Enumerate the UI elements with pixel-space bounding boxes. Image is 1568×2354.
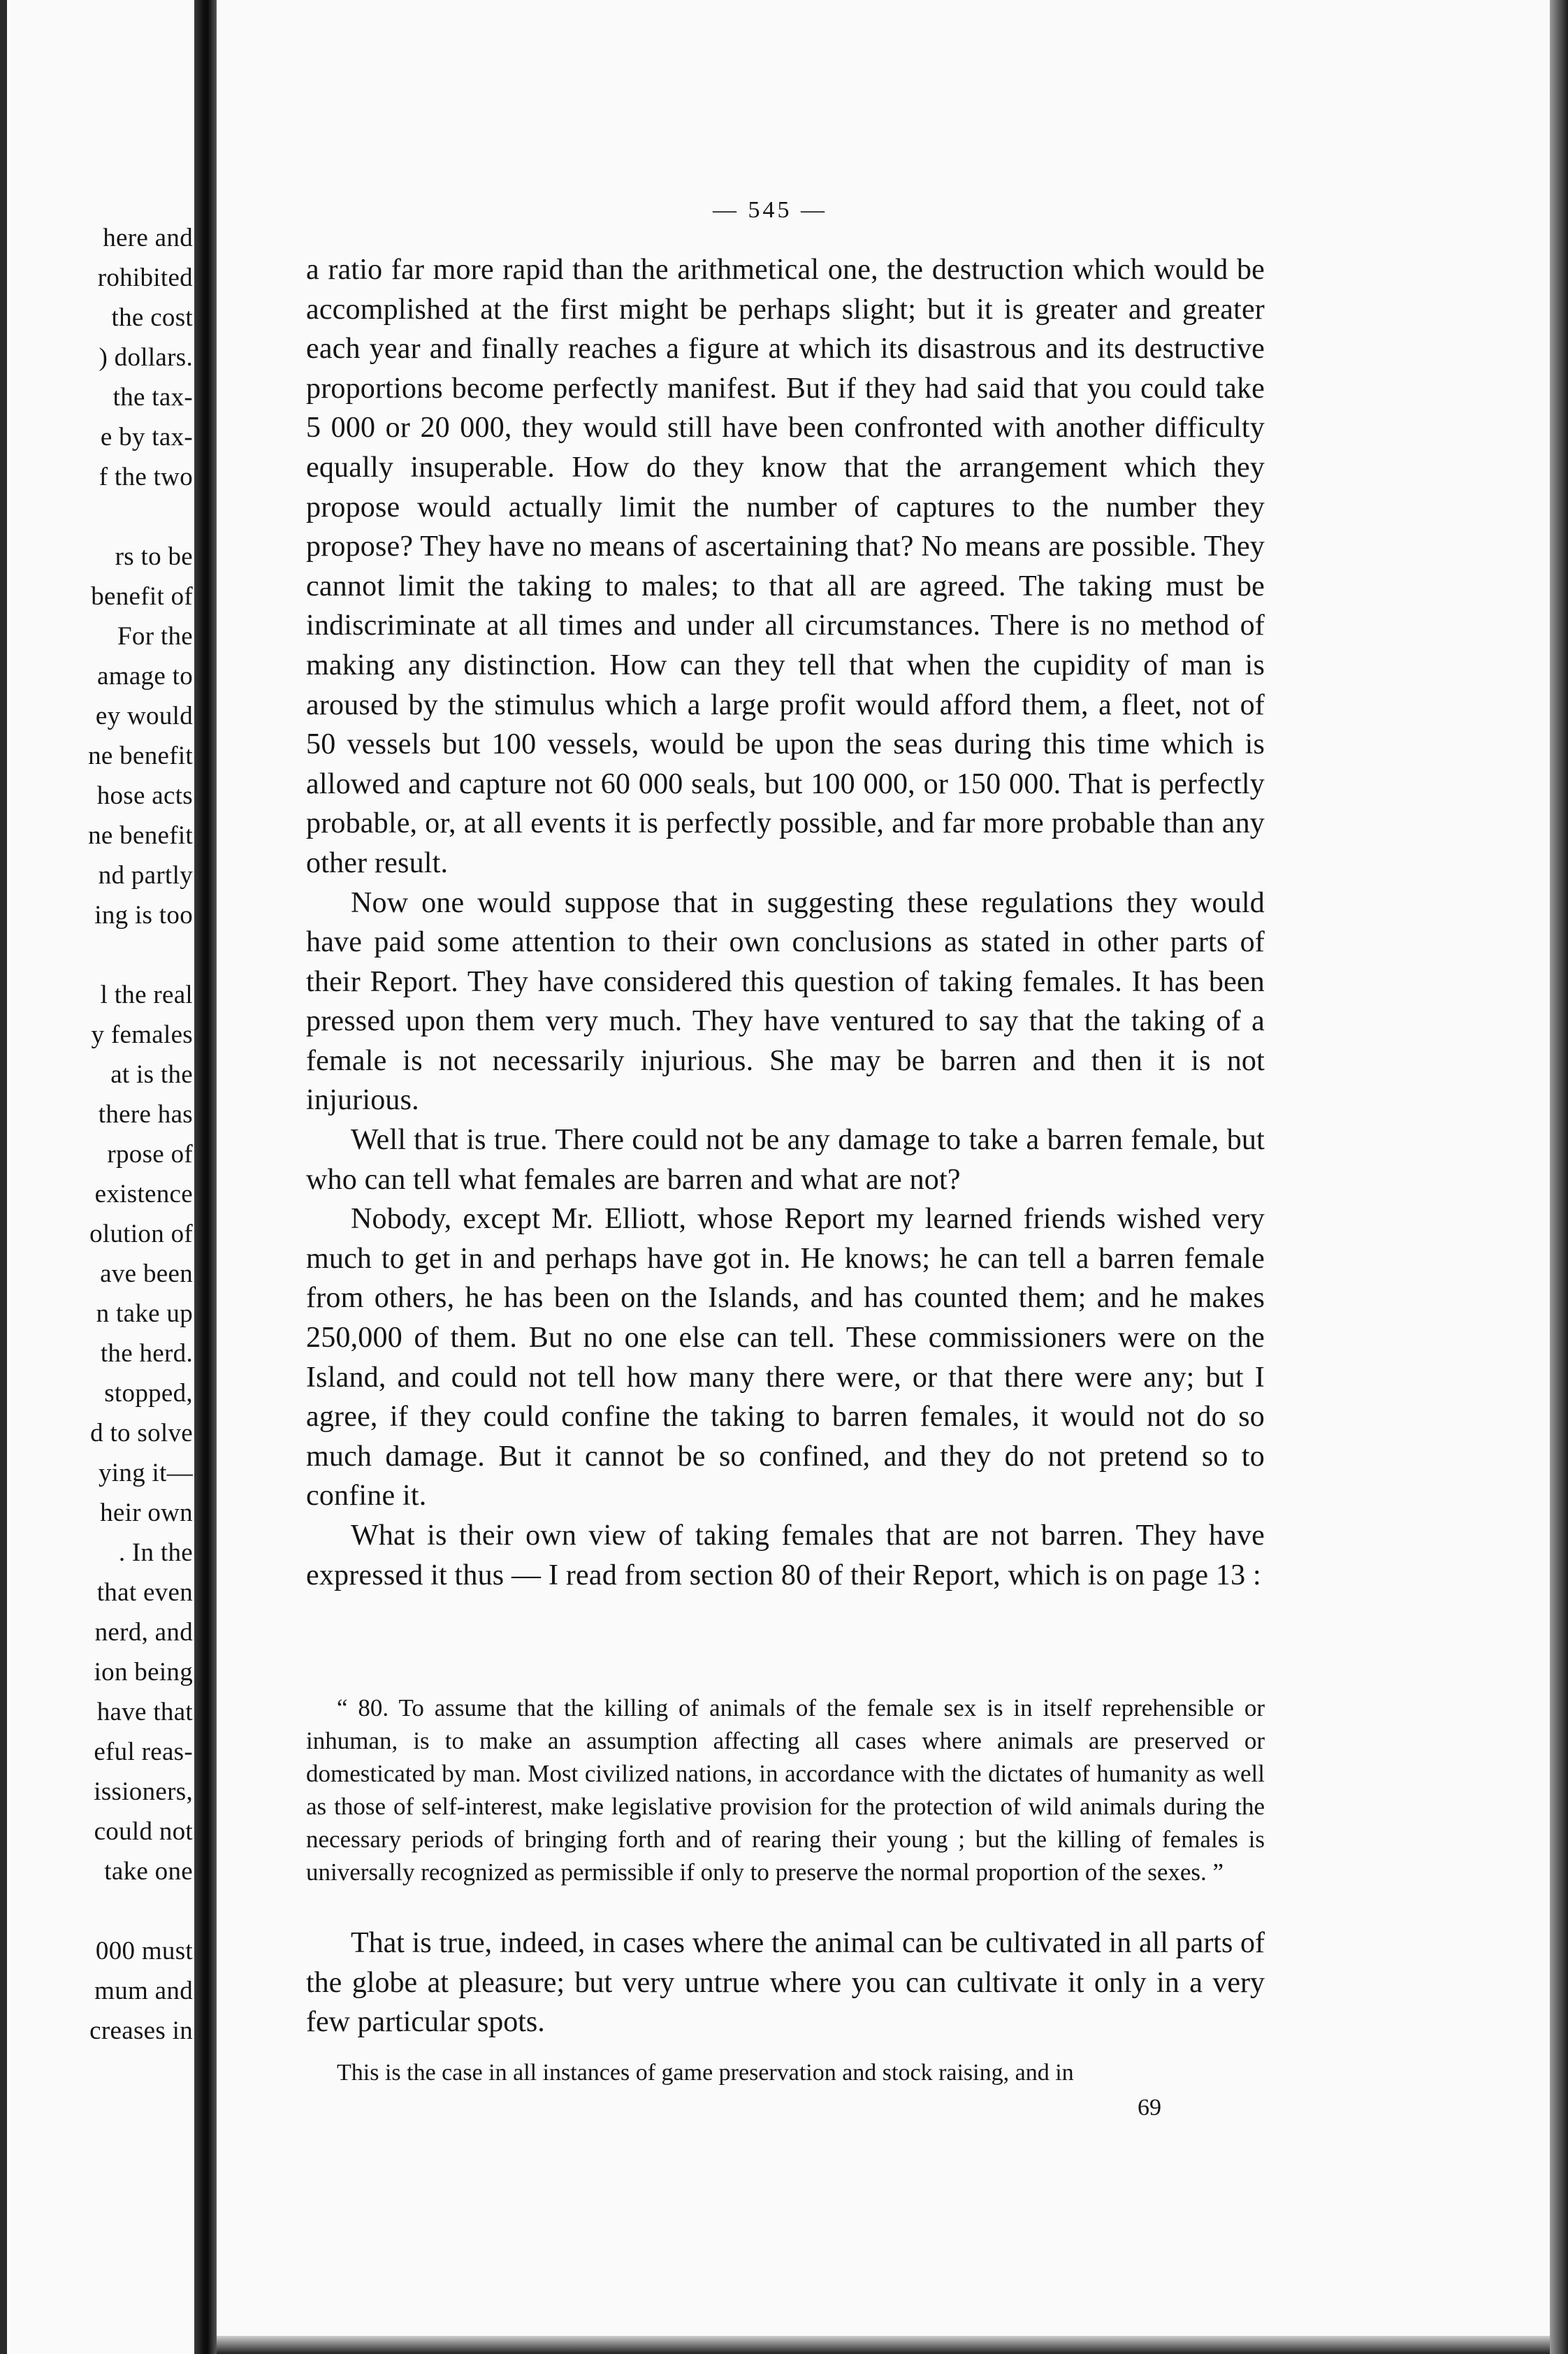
facing-page-line: ing is too [94,901,193,930]
facing-page-line: ) dollars. [99,343,193,372]
facing-page-line: ne benefit [88,742,193,770]
signature-mark: 69 [1138,2095,1161,2121]
facing-page-line: nd partly [98,861,193,890]
facing-page-line: ey would [95,702,193,730]
paragraph: a ratio far more rapid than the arithmetical one, the destruction which would be accomplished at the first might be perhaps slight; but it is greater and greater each year and finally reaches a figure at which its disastrous and its destructive proportions become perfectly manifest. But if they had said that you could take 5 000 or 20 000, they would still have been confronted with another difficulty equally insuperable. How do they know that the arrangement which they propose would actually limit the number of captures to the number they propose? They have no means of ascertaining that? No means are possible. They cannot limit the taking to males; to that all are agreed. The taking must be indiscriminate at all times and under all circumstances. There is no method of making any distinction. How can they tell that when the cupidity of man is aroused by the stimulus which a large profit would afford them, a fleet, not of 50 vessels but 100 vessels, would be upon the seas during this time which is allowed and capture not 60 000 seals, but 100 000, or 150 000. That is perfectly probable, or, at all events it is perfectly possible, and far more probable than any other result. [306,254,1265,879]
facing-page-line: eful reas- [94,1738,193,1766]
facing-page-line: creases in [89,2016,193,2045]
facing-page-line: d to solve [90,1419,193,1447]
paragraph: Now one would suppose that in suggesting these regulations they would have paid some attention to their own conclusions as stated in other parts of their Report. They have considered this question of taking females. It has been pressed upon them very much. They have ventured to say that the taking of a female is not necessarily injurious. She may be barren and then it is not injurious. [306,886,1265,1117]
page-number: — 545 — [713,197,827,223]
facing-page-line: nerd, and [94,1618,193,1647]
facing-page-line: the tax- [112,383,193,412]
paragraph: What is their own view of taking females that are not barren. They have expressed it thus — I read from section 80 of their Report, which is on page 13 : [306,1519,1265,1591]
facing-page-line: mum and [94,1977,193,2005]
block-quote [306,1691,1265,1889]
scan-right-edge [1550,0,1568,2354]
facing-page-line: existence [94,1180,193,1208]
facing-page-line: y females [91,1020,193,1049]
facing-page-line: hose acts [96,781,193,810]
facing-page-line: ion being [94,1658,193,1687]
facing-page-line: have that [96,1698,193,1726]
facing-page-line: olution of [89,1220,193,1248]
body-text [306,250,1265,1595]
paragraph: That is true, indeed, in cases where the animal can be cultivated in all parts of the globe at pleasure; but very untrue where you can cultivate it only in a very few particular spots. [306,1927,1265,2039]
scan-bottom-edge [217,2336,1550,2354]
body-text-continued [306,1923,1265,2042]
facing-page-line: at is the [110,1060,193,1089]
facing-page-line: n take up [96,1299,193,1328]
facing-page-line: rpose of [107,1140,193,1169]
facing-page-line: take one [104,1857,193,1886]
paragraph: Well that is true. There could not be any damage to take a barren female, but who can tell what females are barren and what are not? [306,1124,1265,1196]
facing-page-line: . In the [118,1538,193,1567]
facing-page-line: ave been [100,1259,193,1288]
facing-page-line: rohibited [97,263,193,292]
facing-page-line: the herd. [100,1339,193,1368]
footnote [306,2058,1265,2088]
facing-page-line: ne benefit [88,821,193,850]
facing-page-line: benefit of [91,582,193,611]
facing-page-line: heir own [100,1499,193,1527]
facing-page-line: e by tax- [100,423,193,452]
facing-page-line: amage to [97,662,193,691]
facing-page-fragment [10,218,193,2051]
paragraph-gap [10,935,193,975]
facing-page-line: could not [94,1817,193,1846]
facing-page-line: f the two [99,463,193,491]
facing-page-line: the cost [111,303,193,332]
facing-page-line: stopped, [104,1379,193,1408]
facing-page-line: here and [103,224,193,252]
quoted-section-80: “ 80. To assume that the killing of animals of the female sex is in itself reprehensible or inhuman, is to make an assumption affecting all cases where animals are preserved or domesticated by man. Most civilized nations, in accordance with the dictates of humanity as well as those of self-interest, make legislative provision for the protection of wild animals during the necessary periods of bringing forth and of rearing their young ; but the killing of females is universally recognized as permissible if only to preserve the normal proportion of the sexes. ” [306,1694,1265,1886]
paragraph-gap [10,1891,193,1931]
facing-page-line: that even [96,1578,193,1607]
facing-page-line: ying it— [99,1459,193,1487]
facing-page-line: For the [117,622,193,651]
facing-page-line: issioners, [94,1777,193,1806]
facing-page-line: 000 must [95,1937,193,1965]
facing-page-line: l the real [100,981,193,1009]
facing-page-line: there has [98,1100,193,1129]
footnote-text: This is the case in all instances of game preservation and stock raising, and in [337,2060,1074,2086]
scan-left-edge [0,0,7,2354]
paragraph: Nobody, except Mr. Elliott, whose Report my learned friends wished very much to get in and perhaps have got in. He knows; he can tell a barren female from others, he has been on the Islands, and has counted them; and he makes 250,000 of them. But no one else can tell. These commissioners were on the Island, and could not tell how many there were, or that there were any; but I agree, if they could confine the taking to barren females, it would not do so much damage. But it cannot be so confined, and they do not pretend so to confine it. [306,1203,1265,1512]
book-gutter [194,0,217,2354]
facing-page-line: rs to be [115,542,193,571]
paragraph-gap [10,497,193,537]
